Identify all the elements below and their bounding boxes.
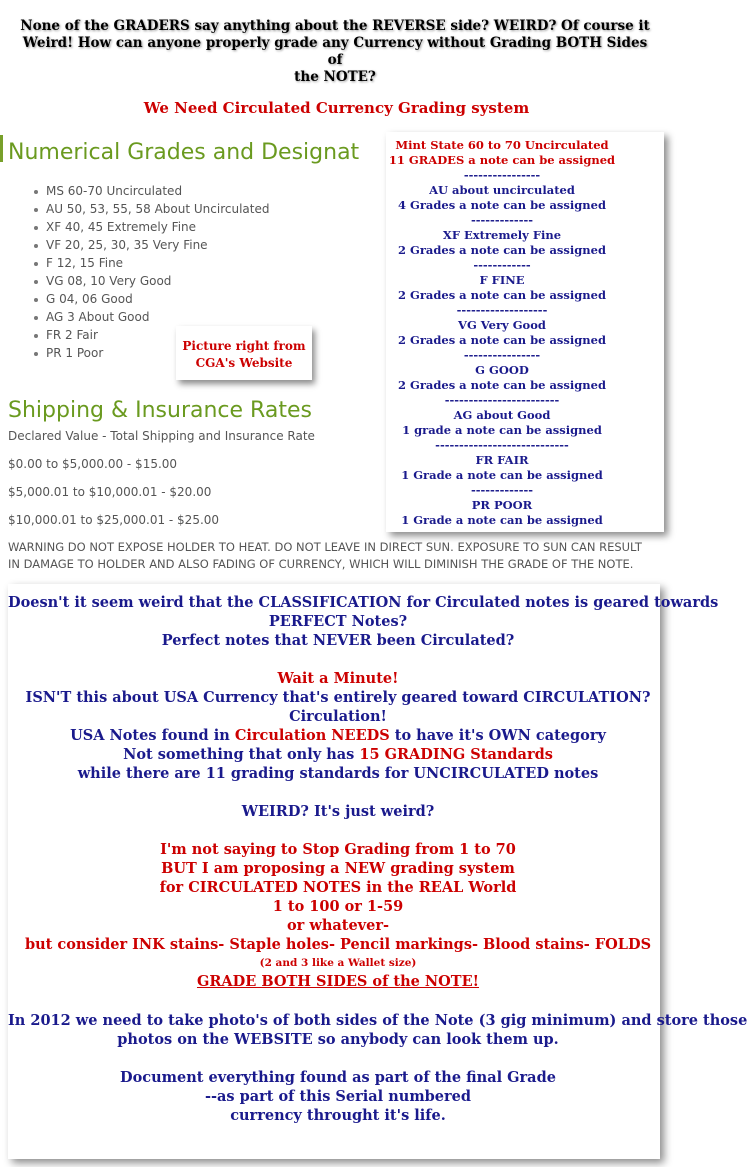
- opinion-line: Not something that only has 15 GRADING Standards: [123, 746, 553, 763]
- list-item: FR 2 Fair: [34, 326, 269, 344]
- opinion-line: In 2012 we need to take photo's of both sides of the Note (3 gig minimum) and store those: [8, 1012, 747, 1029]
- au-count: 4 Grades a note can be assigned: [398, 198, 606, 212]
- list-item: PR 1 Poor: [34, 344, 269, 362]
- separator: ----------------: [463, 168, 541, 182]
- opinion-line: (2 and 3 like a Wallet size): [259, 957, 417, 969]
- vg-count: 2 Grades a note can be assigned: [398, 333, 606, 347]
- opinion-line: Wait a Minute!: [277, 670, 399, 687]
- opinion-line: Document everything found as part of the final Grade: [120, 1069, 556, 1086]
- pr-title: PR POOR: [471, 498, 533, 512]
- vg-title: VG Very Good: [458, 318, 546, 332]
- list-item: AG 3 About Good: [34, 308, 269, 326]
- shipping-rate: $0.00 to $5,000.00 - $15.00: [8, 457, 178, 471]
- shipping-rate: $5,000.01 to $10,000.01 - $20.00: [8, 485, 212, 499]
- g-title: G GOOD: [475, 363, 529, 377]
- list-item: VF 20, 25, 30, 35 Very Fine: [34, 236, 269, 254]
- opinion-line: GRADE BOTH SIDES of the NOTE!: [196, 973, 479, 990]
- opinion-line: BUT I am proposing a NEW grading system: [161, 860, 515, 877]
- heat-warning: WARNING DO NOT EXPOSE HOLDER TO HEAT. DO NOT LEAVE IN DIRECT SUN. EXPOSURE TO SUN CAN RESULT IN DAMAGE TO HOLDER AND ALSO FADING OF CURRENCY, WHICH WILL DIMINISH THE GRADE OF THE NOTE.: [8, 540, 642, 571]
- opinion-line: currency throught it's life.: [230, 1107, 446, 1124]
- intro-paragraph: [20, 18, 650, 86]
- separator: -------------------: [456, 303, 548, 317]
- opinion-line: USA Notes found in Circulation NEEDS to have it's OWN category: [70, 727, 606, 744]
- bullet-icon: [34, 334, 38, 338]
- xf-count: 2 Grades a note can be assigned: [398, 243, 606, 257]
- g-count: 2 Grades a note can be assigned: [398, 378, 606, 392]
- bullet-icon: [34, 190, 38, 194]
- f-count: 2 Grades a note can be assigned: [398, 288, 606, 302]
- ms-count: 11 GRADES a note can be assigned: [388, 153, 616, 167]
- bullet-icon: [34, 352, 38, 356]
- opinion-line: for CIRCULATED NOTES in the REAL World: [159, 879, 517, 896]
- ms-title: Mint State 60 to 70 Uncirculated: [395, 138, 609, 152]
- separator: ------------: [473, 258, 531, 272]
- opinion-line: I'm not saying to Stop Grading from 1 to 70: [160, 841, 516, 858]
- bullet-icon: [34, 316, 38, 320]
- shipping-rate: $10,000.01 to $25,000.01 - $25.00: [8, 513, 220, 527]
- list-item: G 04, 06 Good: [34, 290, 269, 308]
- separator: -------------: [470, 213, 534, 227]
- list-item: VG 08, 10 Very Good: [34, 272, 269, 290]
- opinion-line: PERFECT Notes?: [268, 613, 408, 630]
- opinion-line: Perfect notes that NEVER been Circulated?: [161, 632, 515, 649]
- grade-count-panel: [386, 132, 664, 532]
- pr-count: 1 Grade a note can be assigned: [401, 513, 603, 527]
- fr-title: FR FAIR: [475, 453, 529, 467]
- opinion-line: Circulation!: [289, 708, 387, 725]
- picture-source-note: Picture right from CGA's Website: [176, 326, 312, 380]
- separator: ----------------------------: [435, 438, 569, 452]
- intro-line: Weird! How can anyone properly grade any Currency without Grading BOTH Sides of: [22, 35, 648, 68]
- opinion-line: ISN'T this about USA Currency that's entirely geared toward CIRCULATION?: [25, 689, 651, 706]
- opinion-box: [8, 584, 747, 1159]
- opinion-line: 1 to 100 or 1-59: [272, 898, 404, 915]
- opinion-line: --as part of this Serial numbered: [204, 1088, 472, 1105]
- opinion-line: WEIRD? It's just weird?: [241, 803, 435, 820]
- opinion-line: Doesn't it seem weird that the CLASSIFICATION for Circulated notes is geared towards: [8, 594, 719, 611]
- f-title: F FINE: [479, 273, 525, 287]
- separator: -------------: [470, 483, 534, 497]
- fr-count: 1 Grade a note can be assigned: [401, 468, 603, 482]
- ag-count: 1 grade a note can be assigned: [402, 423, 602, 437]
- xf-title: XF Extremely Fine: [442, 228, 562, 242]
- intro-line: the NOTE?: [294, 69, 376, 85]
- separator: ----------------: [463, 348, 541, 362]
- bullet-icon: [34, 298, 38, 302]
- shipping-subtitle: Declared Value - Total Shipping and Insurance Rate: [8, 429, 315, 443]
- list-item: F 12, 15 Fine: [34, 254, 269, 272]
- bullet-icon: [34, 244, 38, 248]
- section-accent-bar: [0, 135, 3, 162]
- opinion-line: or whatever-: [286, 917, 389, 934]
- opinion-line: but consider INK stains- Staple holes- Pencil markings- Blood stains- FOLDS: [24, 936, 652, 953]
- bullet-icon: [34, 262, 38, 266]
- opinion-line: while there are 11 grading standards for UNCIRCULATED notes: [77, 765, 599, 782]
- list-item: XF 40, 45 Extremely Fine: [34, 218, 269, 236]
- shipping-heading: Shipping & Insurance Rates: [8, 398, 312, 423]
- ag-title: AG about Good: [453, 408, 551, 422]
- list-item: AU 50, 53, 55, 58 About Uncirculated: [34, 200, 269, 218]
- au-title: AU about uncirculated: [429, 183, 575, 197]
- separator: ------------------------: [444, 393, 560, 407]
- need-grading-heading: We Need Circulated Currency Grading system: [143, 99, 530, 117]
- opinion-line: photos on the WEBSITE so anybody can look them up.: [117, 1031, 559, 1048]
- bullet-icon: [34, 280, 38, 284]
- bullet-icon: [34, 208, 38, 212]
- bullet-icon: [34, 226, 38, 230]
- intro-line: None of the GRADERS say anything about the REVERSE side? WEIRD? Of course it: [20, 18, 650, 34]
- numerical-grades-heading: Numerical Grades and Designat: [8, 140, 360, 165]
- list-item: MS 60-70 Uncirculated: [34, 182, 269, 200]
